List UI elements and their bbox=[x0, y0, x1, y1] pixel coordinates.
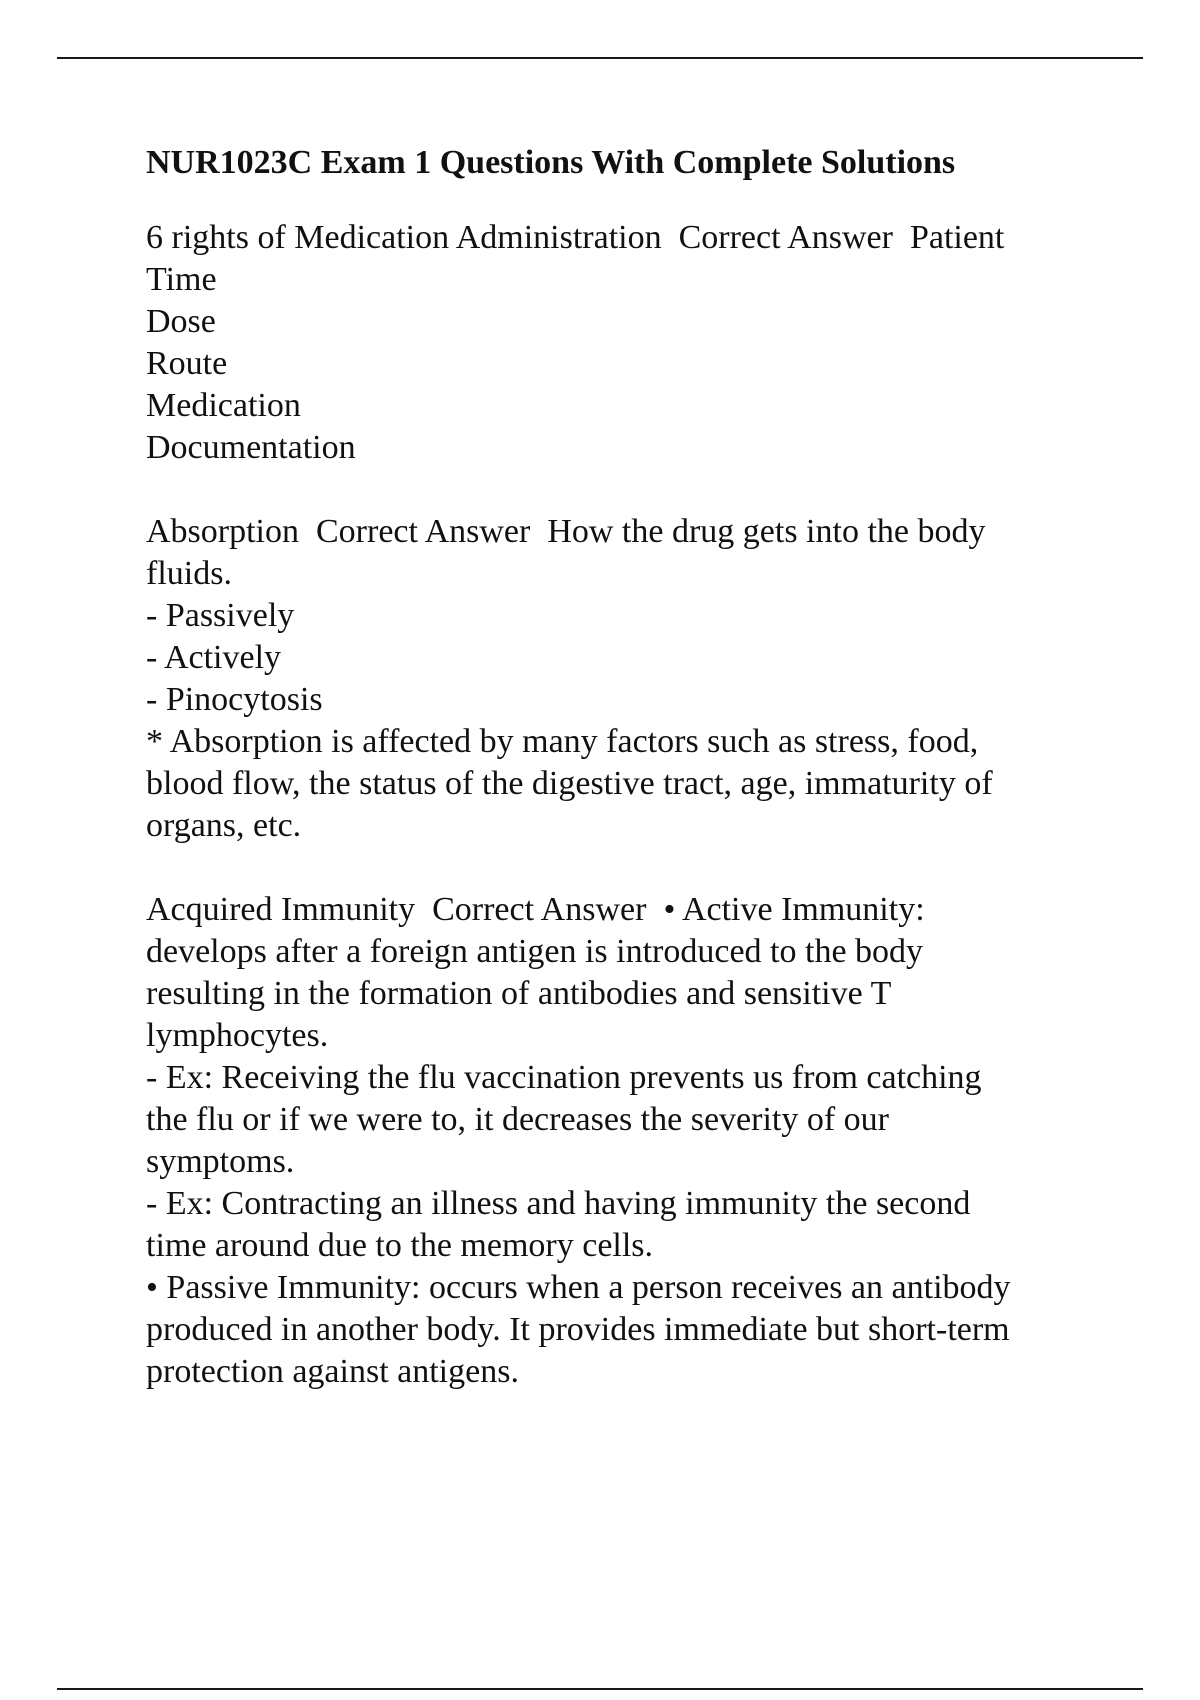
entry-line: protection against antigens. bbox=[146, 1353, 519, 1390]
entry-line: Dose bbox=[146, 303, 216, 340]
header-rule bbox=[57, 57, 1143, 59]
entry-line: - Ex: Contracting an illness and having immunity the second bbox=[146, 1185, 971, 1222]
entry-line: • Passive Immunity: occurs when a person receives an antibody bbox=[146, 1269, 1011, 1306]
entry-absorption bbox=[146, 511, 1086, 847]
entry-line: symptoms. bbox=[146, 1143, 295, 1180]
entry-line: organs, etc. bbox=[146, 807, 302, 844]
entry-line: the flu or if we were to, it decreases the severity of our bbox=[146, 1101, 889, 1138]
document-title: NUR1023C Exam 1 Questions With Complete Solutions bbox=[146, 144, 956, 181]
entry-line: develops after a foreign antigen is introduced to the body bbox=[146, 933, 924, 970]
entry-line: Absorption Correct Answer How the drug gets into the body bbox=[146, 513, 986, 550]
entry-line: resulting in the formation of antibodies and sensitive T bbox=[146, 975, 892, 1012]
entry-line: lymphocytes. bbox=[146, 1017, 329, 1054]
entry-medication-rights bbox=[146, 217, 1086, 469]
entry-line: Route bbox=[146, 345, 228, 382]
entry-acquired-immunity bbox=[146, 889, 1086, 1393]
entry-line: Acquired Immunity Correct Answer • Active Immunity: bbox=[146, 891, 925, 928]
entry-line: - Pinocytosis bbox=[146, 681, 323, 718]
document-body bbox=[146, 142, 1086, 1435]
entry-line: fluids. bbox=[146, 555, 232, 592]
entry-line: time around due to the memory cells. bbox=[146, 1227, 654, 1264]
entry-line: Documentation bbox=[146, 429, 356, 466]
entry-line: - Passively bbox=[146, 597, 295, 634]
entry-line: produced in another body. It provides immediate but short-term bbox=[146, 1311, 1010, 1348]
entry-line: 6 rights of Medication Administration Correct Answer Patient bbox=[146, 219, 1005, 256]
entry-line: Time bbox=[146, 261, 217, 298]
entry-line: blood flow, the status of the digestive tract, age, immaturity of bbox=[146, 765, 993, 802]
entry-line: Medication bbox=[146, 387, 301, 424]
entry-line: - Ex: Receiving the flu vaccination prevents us from catching bbox=[146, 1059, 982, 1096]
footer-rule bbox=[57, 1688, 1143, 1690]
entry-line: * Absorption is affected by many factors such as stress, food, bbox=[146, 723, 979, 760]
entry-line: - Actively bbox=[146, 639, 282, 676]
